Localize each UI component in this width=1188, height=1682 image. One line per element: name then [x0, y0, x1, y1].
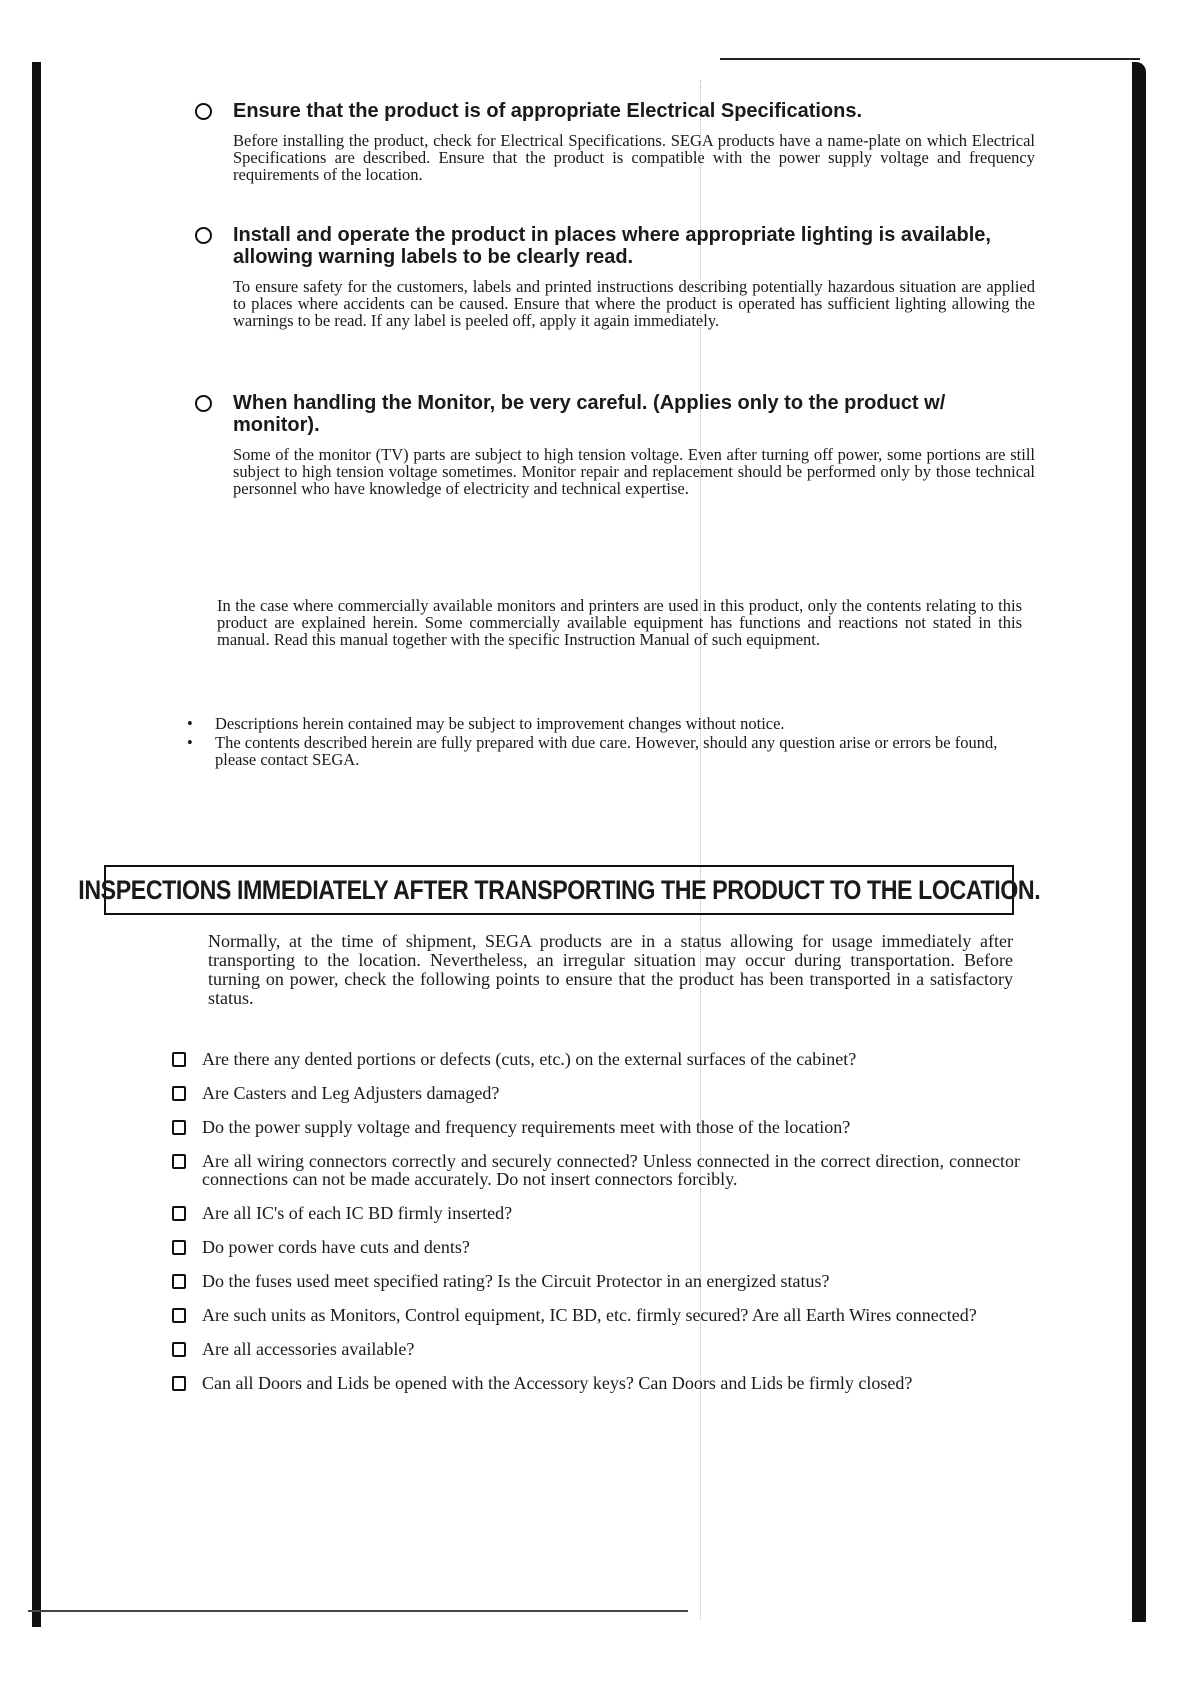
caution-electrical-specs	[195, 100, 1035, 183]
inspection-title: INSPECTIONS IMMEDIATELY AFTER TRANSPORTING THE PRODUCT TO THE LOCATION.	[78, 874, 1040, 905]
caution-body: Before installing the product, check for Electrical Specifications. SEGA products have a name-plate on which Electrical Specifications are described. Ensure that the product is compatible with the power supply voltage and frequency requirements of the location.	[233, 131, 1035, 184]
notice-list	[185, 715, 1020, 770]
caution-monitor-handling	[195, 392, 1035, 497]
checklist-item-text: Do power cords have cuts and dents?	[202, 1237, 470, 1257]
checklist-item-text: Do the power supply voltage and frequency requirements meet with those of the location?	[202, 1117, 851, 1137]
checkbox-icon	[172, 1342, 186, 1357]
checklist-item	[170, 1374, 1020, 1392]
circle-bullet-icon	[195, 103, 212, 120]
checkbox-icon	[172, 1052, 186, 1067]
notice-item: • Descriptions herein contained may be subject to improvement changes without notice.	[185, 715, 1020, 732]
checklist-item	[170, 1152, 1020, 1188]
scan-top-rule	[720, 58, 1140, 60]
circle-bullet-icon	[195, 227, 212, 244]
inspection-title-box	[78, 865, 1040, 915]
checklist-item-text: Can all Doors and Lids be opened with the Accessory keys? Can Doors and Lids be firmly closed?	[202, 1373, 913, 1393]
checkbox-icon	[172, 1154, 186, 1169]
checklist-item	[170, 1272, 1020, 1290]
checklist-item	[170, 1306, 1020, 1324]
checklist-item-text: Are all accessories available?	[202, 1339, 415, 1359]
checkbox-icon	[172, 1274, 186, 1289]
checklist-item	[170, 1084, 1020, 1102]
caution-heading: Install and operate the product in places where appropriate lighting is available, allowing warning labels to be clearly read.	[233, 224, 991, 268]
caution-heading: Ensure that the product is of appropriate Electrical Specifications.	[233, 100, 863, 122]
checkbox-icon	[172, 1086, 186, 1101]
checkbox-icon	[172, 1120, 186, 1135]
caution-body: To ensure safety for the customers, labels and printed instructions describing potentially hazardous situation are applied to places where accidents can be caused. Ensure that where the product is operated has sufficient lighting allowing the warnings to be read. If any label is peeled off, apply it again immediately.	[233, 277, 1035, 330]
checkbox-icon	[172, 1240, 186, 1255]
caution-heading: When handling the Monitor, be very careful. (Applies only to the product w/ monitor).	[233, 392, 946, 436]
inspection-intro: Normally, at the time of shipment, SEGA products are in a status allowing for usage immediately after transporting to the location. Nevertheless, an irregular situation may occur during transportation. Before turning on power, check the following points to ensure that the product has been transported in a satisfactory status.	[208, 931, 1013, 1008]
checklist-item	[170, 1050, 1020, 1068]
checklist-item	[170, 1204, 1020, 1222]
commercial-equipment-note: In the case where commercially available monitors and printers are used in this product, only the contents relating to this product are explained herein. Some commercially available equipment has functions and reactions not stated in this manual. Read this manual together with the specific Instruction Manual of such equipment.	[217, 596, 1022, 649]
checklist-item-text: Are all wiring connectors correctly and securely connected? Unless connected in the correct direction, connector connections can not be made accurately. Do not insert connectors forcibly.	[202, 1151, 1020, 1189]
scan-edge-left	[32, 62, 41, 1627]
checklist-item-text: Are Casters and Leg Adjusters damaged?	[202, 1083, 500, 1103]
caution-body: Some of the monitor (TV) parts are subject to high tension voltage. Even after turning off power, some portions are still subject to high tension voltage sometimes. Monitor repair and replacement should be performed only by those technical personnel who have knowledge of electricity and technical expertise.	[233, 445, 1035, 498]
checkbox-icon	[172, 1376, 186, 1391]
checklist-item	[170, 1238, 1020, 1256]
checklist-item-text: Are all IC's of each IC BD firmly inserted?	[202, 1203, 513, 1223]
caution-lighting	[195, 224, 1035, 329]
checklist-item-text: Are such units as Monitors, Control equipment, IC BD, etc. firmly secured? Are all Earth Wires connected?	[202, 1305, 977, 1325]
checklist-item-text: Do the fuses used meet specified rating? Is the Circuit Protector in an energized status?	[202, 1271, 830, 1291]
checklist-item-text: Are there any dented portions or defects (cuts, etc.) on the external surfaces of the cabinet?	[202, 1049, 857, 1069]
checklist-item	[170, 1340, 1020, 1358]
checklist-item	[170, 1118, 1020, 1136]
scan-bottom-rule	[28, 1610, 688, 1612]
notice-item: • The contents described herein are fully prepared with due care. However, should any question arise or errors be found, please contact SEGA.	[185, 734, 1020, 768]
checkbox-icon	[172, 1308, 186, 1323]
checkbox-icon	[172, 1206, 186, 1221]
circle-bullet-icon	[195, 395, 212, 412]
inspection-checklist	[170, 1050, 1020, 1408]
scan-edge-right	[1132, 62, 1146, 1622]
